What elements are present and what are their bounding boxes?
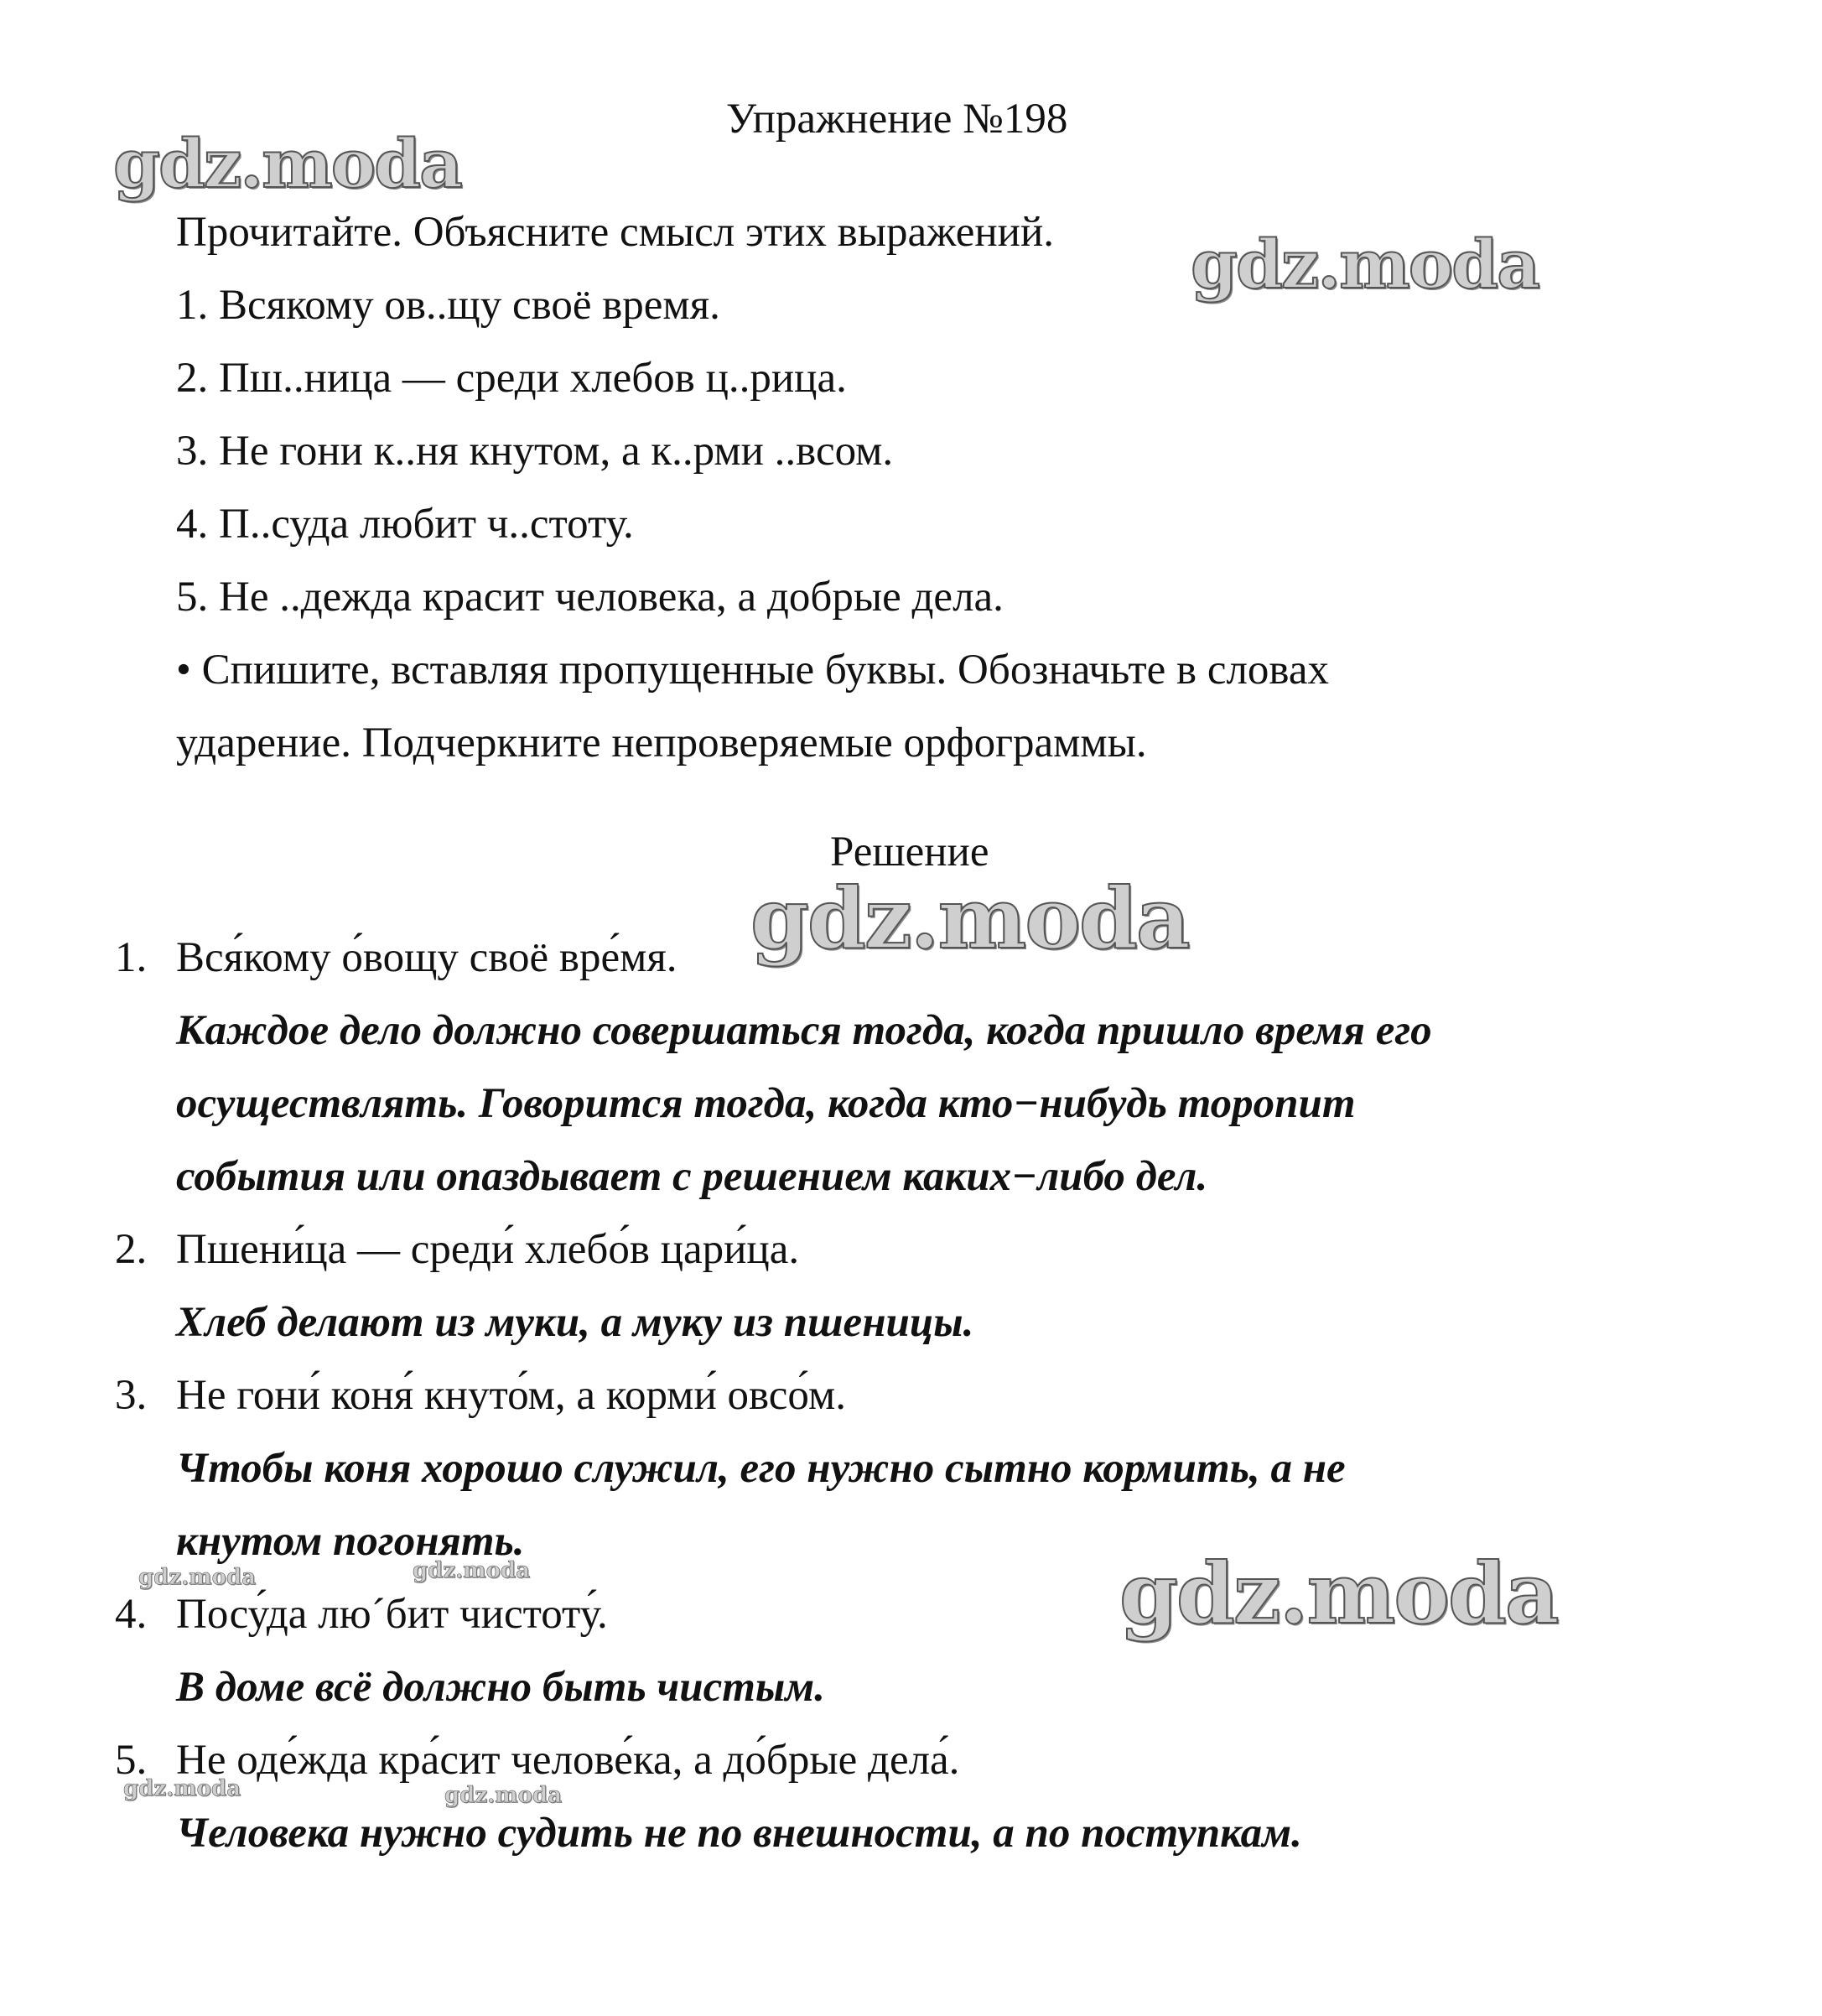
task-item-5: 5. Не ..дежда красит человека, а добрые дела. xyxy=(176,574,1004,621)
solution-text-1: Вся́кому о́вощу своё вре́мя. xyxy=(176,934,677,981)
task-intro: Прочитайте. Объясните смысл этих выражений. xyxy=(176,209,1054,256)
watermark-logo: gdz.moda xyxy=(444,1783,563,1808)
solution-title: Решение xyxy=(830,829,989,876)
solution-text-4: Посу́да лю´бит чистоту́. xyxy=(176,1591,608,1638)
watermark-logo: gdz.moda xyxy=(138,1565,257,1590)
watermark-logo: gdz.moda xyxy=(1191,225,1539,304)
task-instruction: • Спишите, вставляя пропущенные буквы. Обозначьте в словах xyxy=(176,647,1329,694)
task-instruction-cont: ударение. Подчеркните непроверяемые орфограммы. xyxy=(176,720,1147,766)
task-item-4: 4. П..суда любит ч..стоту. xyxy=(176,501,634,548)
watermark-logo: gdz.moda xyxy=(123,1776,241,1801)
solution-number-2: 2. xyxy=(115,1226,148,1273)
page-title: Упражнение №198 xyxy=(726,96,1068,143)
task-item-3: 3. Не гони к..ня кнутом, а к..рми ..всом. xyxy=(176,428,894,475)
solution-explanation-2: Хлеб делают из муки, а муку из пшеницы. xyxy=(176,1299,974,1346)
solution-text-5: Не оде́жда кра́сит челове́ка, а до́брые дела́. xyxy=(176,1737,960,1784)
solution-explanation-3: Чтобы коня хорошо служил, его нужно сытно кормить, а не xyxy=(176,1445,1346,1492)
solution-text-3: Не гони́ коня́ кнуто́м, а корми́ овсо́м. xyxy=(176,1372,846,1419)
watermark-logo: gdz.moda xyxy=(113,124,461,203)
solution-number-3: 3. xyxy=(115,1372,148,1419)
solution-explanation-1: события или опаздывает с решением каких−либо дел. xyxy=(176,1153,1208,1200)
solution-explanation-4: В доме всё должно быть чистым. xyxy=(176,1664,825,1711)
watermark-logo: gdz.moda xyxy=(413,1558,531,1583)
solution-explanation-5: Человека нужно судить не по внешности, а по поступкам. xyxy=(176,1810,1302,1857)
solution-number-5: 5. xyxy=(115,1737,148,1784)
task-item-2: 2. Пш..ница — среди хлебов ц..рица. xyxy=(176,355,847,402)
solution-number-4: 4. xyxy=(115,1591,148,1638)
solution-text-2: Пшени́ца — среди́ хлебо́в цари́ца. xyxy=(176,1226,800,1273)
task-item-1: 1. Всякому ов..щу своё время. xyxy=(176,282,720,329)
solution-explanation-1: Каждое дело должно совершаться тогда, когда пришло время его xyxy=(176,1007,1432,1054)
watermark-logo: gdz.moda xyxy=(750,869,1189,968)
solution-explanation-1: осуществлять. Говорится тогда, когда кто−нибудь торопит xyxy=(176,1080,1356,1127)
watermark-logo: gdz.moda xyxy=(1119,1544,1558,1643)
solution-explanation-3: кнутом погонять. xyxy=(176,1518,525,1565)
solution-number-1: 1. xyxy=(115,934,148,981)
